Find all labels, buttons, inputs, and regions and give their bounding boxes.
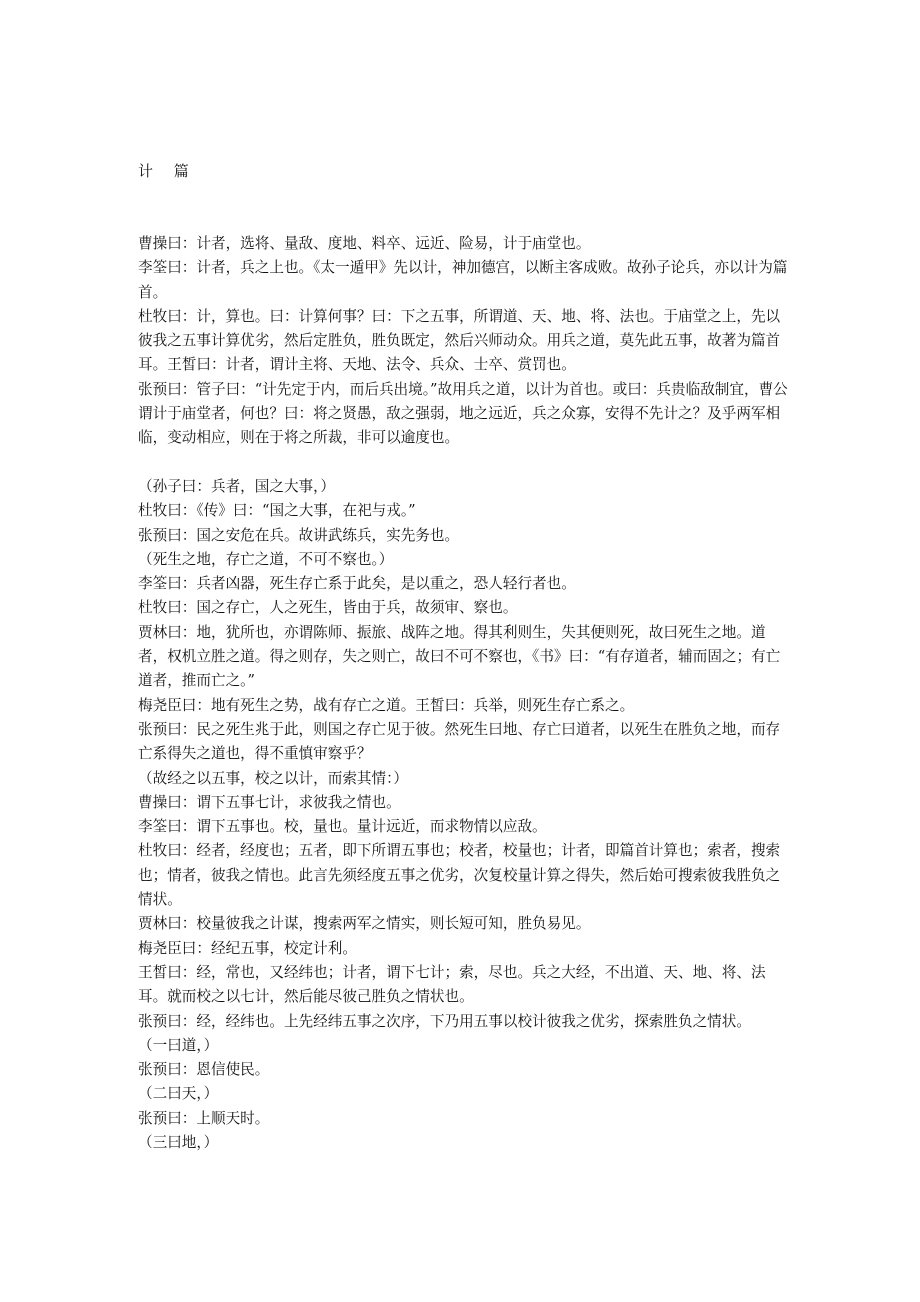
paragraph: 曹操曰：计者，选将、量敌、度地、料卒、远近、险易，计于庙堂也。	[138, 235, 591, 252]
paragraph: （一曰道，）	[138, 1036, 219, 1054]
paragraph: 梅尧臣曰：经纪五事，校定计利。	[138, 939, 357, 957]
paragraph: （孙子曰：兵者，国之大事，）	[138, 477, 336, 495]
document-body	[138, 232, 788, 1155]
paragraph: 王皙曰：经，常也，又经纬也；计者，谓下七计；索，尽也。兵之大经，不出道、天、地、将、法耳。就而校之以七计，然后能尽彼己胜负之情状也。	[138, 963, 766, 1006]
paragraph: 贾林曰：地，犹所也，亦谓陈师、振旅、战阵之地。得其利则生，失其便则死，故曰死生之地。道者，权机立胜之道。得之则存，失之则亡，故曰不可不察也，《书》曰：“有存道者，辅而固之；有亡道者，推而亡之。”	[138, 623, 781, 690]
paragraph: 李筌曰：兵者凶器，死生存亡系于此矣，是以重之，恐人轻行者也。	[138, 575, 576, 593]
paragraph: 杜牧曰：国之存亡，人之死生，皆由于兵，故须审、察也。	[138, 599, 518, 617]
paragraph: 杜牧曰：《传》曰：“国之大事，在祀与戎。”	[138, 502, 416, 520]
commentary-block-1	[138, 232, 788, 451]
paragraph: （二曰天，）	[138, 1085, 219, 1103]
chapter-title: 计 篇	[138, 162, 197, 180]
blank-line	[138, 451, 788, 475]
paragraph: 张预曰：国之安危在兵。故讲武练兵，实先务也。	[138, 526, 460, 544]
paragraph: （故经之以五事，校之以计，而索其情：）	[138, 769, 408, 787]
paragraph: 张预曰：管子曰：“计先定于内，而后兵出境。”故用兵之道，以计为首也。或曰：兵贵临敌制宜，曹公谓计于庙堂者，何也？曰：将之贤愚，敌之强弱，地之远近，兵之众寡，安得不先计之？及乎两军相临，变动相应，则在于将之所裁，非可以逾度也。	[138, 380, 788, 447]
commentary-block-2	[138, 475, 788, 1155]
paragraph: 张预曰：民之死生兆于此，则国之存亡见于彼。然死生曰地、存亡曰道者，以死生在胜负之地，而存亡系得失之道也，得不重慎审察乎？	[138, 720, 781, 763]
paragraph: 张预曰：经，经纬也。上先经纬五事之次序，下乃用五事以校计彼我之优劣，探索胜负之情状。	[138, 1012, 751, 1030]
paragraph: 杜牧曰：计，算也。曰：计算何事？曰：下之五事，所谓道、天、地、将、法也。于庙堂之上，先以彼我之五事计算优劣，然后定胜负，胜负既定，然后兴师动众。用兵之道，莫先此五事，故著为篇首耳。王皙曰：计者，谓计主将、天地、法令、兵众、士卒、赏罚也。	[138, 307, 781, 374]
paragraph: 杜牧曰：经者，经度也；五者，即下所谓五事也；校者，校量也；计者，即篇首计算也；索者，搜索也；情者，彼我之情也。此言先须经度五事之优劣，次复校量计算之得失，然后始可搜索彼我胜负之情状。	[138, 842, 781, 909]
paragraph: 梅尧臣曰：地有死生之势，战有存亡之道。王皙曰：兵举，则死生存亡系之。	[138, 696, 635, 714]
paragraph: 张预曰：恩信使民。	[138, 1061, 270, 1079]
paragraph: 贾林曰：校量彼我之计谋，搜索两军之情实，则长短可知，胜负易见。	[138, 915, 591, 933]
paragraph: 李筌曰：谓下五事也。校，量也。量计远近，而求物情以应敌。	[138, 818, 547, 836]
paragraph: （死生之地，存亡之道，不可不察也。）	[138, 550, 394, 568]
paragraph: （三曰地，）	[138, 1133, 219, 1151]
paragraph: 张预曰：上顺天时。	[138, 1109, 270, 1127]
paragraph: 李筌曰：计者，兵之上也。《太一遁甲》先以计，神加德宫，以断主客成败。故孙子论兵，亦以计为篇首。	[138, 259, 788, 301]
paragraph: 曹操曰：谓下五事七计，求彼我之情也。	[138, 793, 401, 811]
